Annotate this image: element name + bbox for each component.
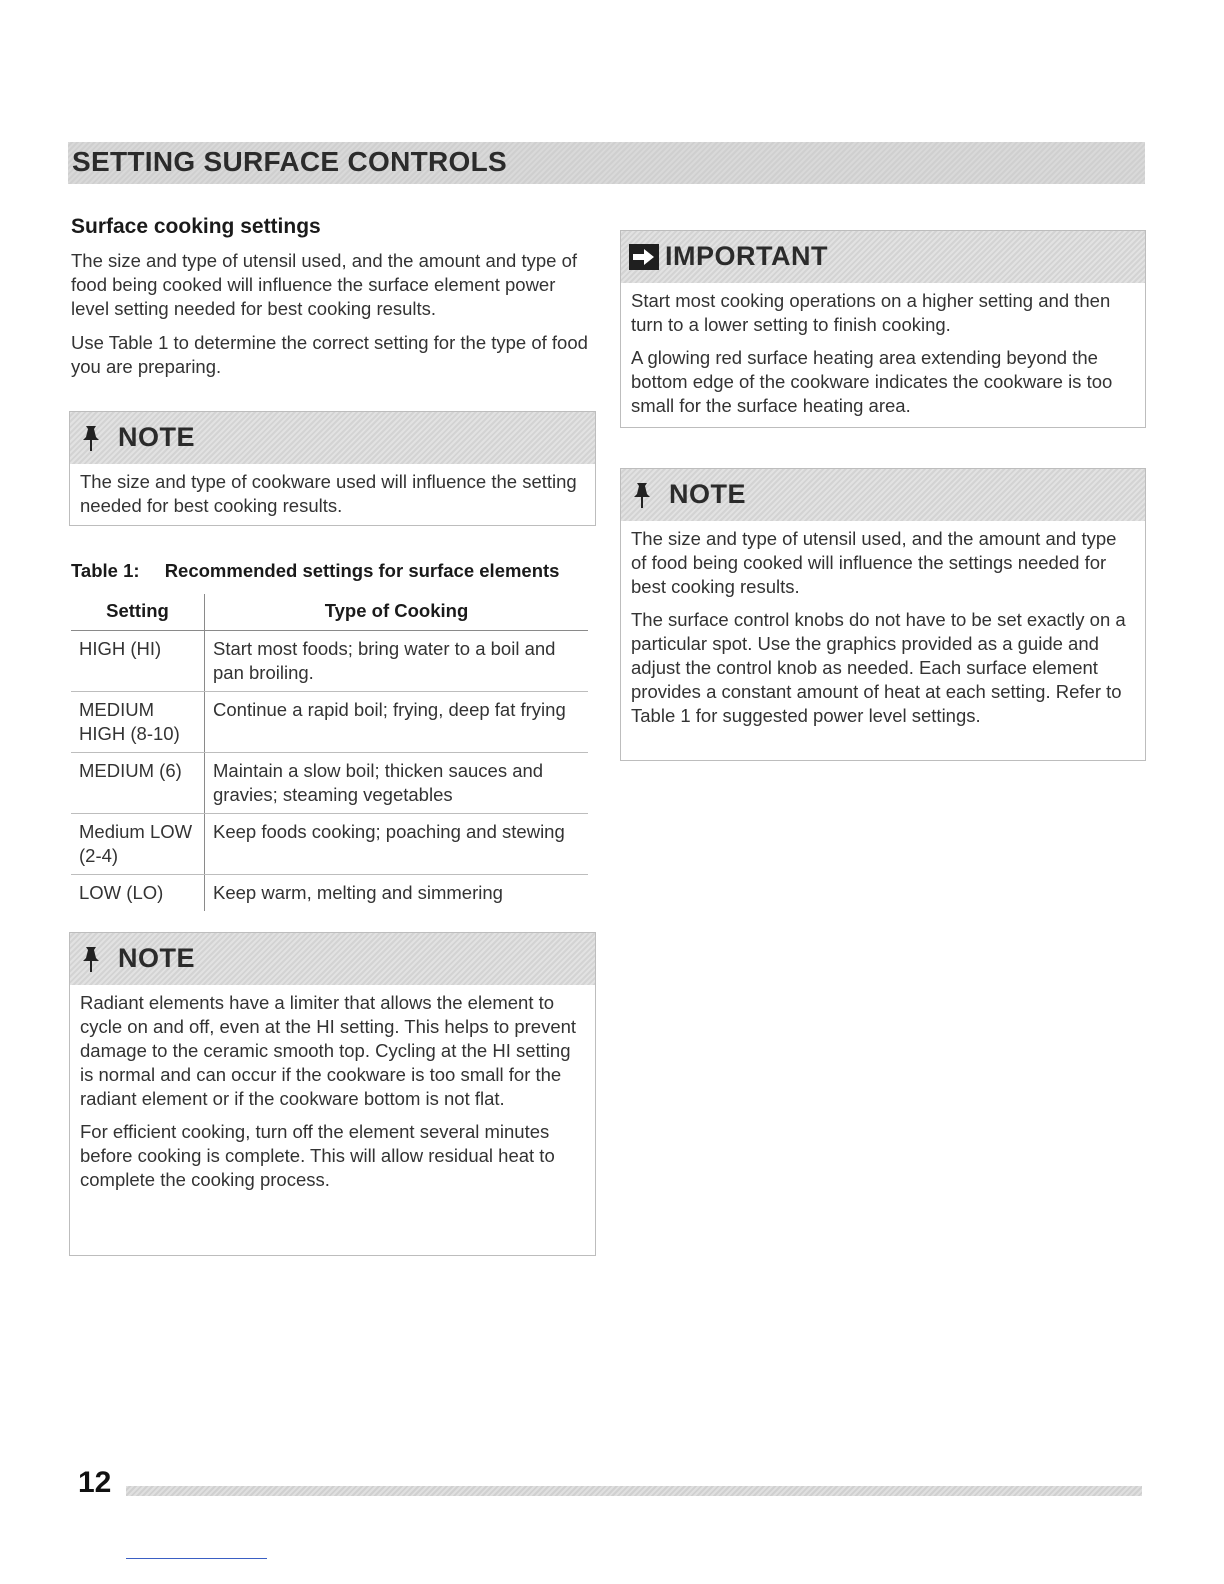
bottom-divider	[126, 1558, 267, 1559]
note-body	[70, 464, 595, 537]
setting-cell: MEDIUM (6)	[71, 753, 205, 814]
table-row	[71, 875, 588, 912]
page-title: SETTING SURFACE CONTROLS	[72, 146, 507, 177]
table-caption	[71, 560, 559, 582]
section-header-bar	[68, 142, 1145, 184]
note-label: NOTE	[118, 422, 196, 452]
note-body	[621, 521, 1145, 747]
column-header-setting: Setting	[71, 594, 205, 631]
note-header	[621, 469, 1145, 521]
column-header-type-of-cooking: Type of Cooking	[205, 594, 589, 631]
page-number: 12	[78, 1466, 112, 1499]
setting-cell: LOW (LO)	[71, 875, 205, 912]
table-row	[71, 631, 588, 692]
table-row	[71, 692, 588, 753]
note-header	[70, 412, 595, 464]
important-body	[621, 283, 1145, 437]
note-callout-control-knobs	[620, 468, 1146, 761]
setting-cell: HIGH (HI)	[71, 631, 205, 692]
note-header	[70, 933, 595, 985]
table-caption-title: Recommended settings for surface elements	[164, 560, 560, 581]
note-label: NOTE	[669, 479, 747, 509]
arrow-right-icon	[629, 244, 659, 270]
table-caption-number: Table 1:	[71, 560, 140, 581]
section-heading: Surface cooking settings	[71, 215, 321, 238]
intro-paragraph-2: Use Table 1 to determine the correct setting for the type of food you are preparing.	[71, 332, 588, 377]
important-paragraph-2: A glowing red surface heating area extending beyond the bottom edge of the cookware indicates the cookware is too small for the surface heating area.	[631, 347, 1113, 416]
note-paragraph-1: The size and type of utensil used, and the amount and type of food being cooked will influence the settings needed for best cooking results.	[631, 528, 1117, 597]
important-paragraph-1: Start most cooking operations on a higher setting and then turn to a lower setting to finish cooking.	[631, 290, 1111, 335]
cooking-cell: Keep foods cooking; poaching and stewing	[205, 814, 589, 875]
pushpin-icon	[631, 481, 653, 509]
note-callout-radiant-elements	[69, 932, 596, 1256]
table-header-row	[71, 594, 588, 631]
table-row	[71, 814, 588, 875]
setting-cell: Medium LOW (2-4)	[71, 814, 205, 875]
important-header	[621, 231, 1145, 283]
intro-section	[71, 215, 591, 389]
intro-paragraph-1: The size and type of utensil used, and the amount and type of food being cooked will influence the surface element power level setting needed for best cooking results.	[71, 250, 578, 319]
note-body	[70, 985, 595, 1211]
setting-cell: MEDIUM HIGH (8-10)	[71, 692, 205, 753]
note-paragraph-2: For efficient cooking, turn off the element several minutes before cooking is complete. This will allow residual heat to complete the cooking process.	[80, 1121, 555, 1190]
note-text: The size and type of cookware used will influence the setting needed for best cooking results.	[80, 471, 577, 516]
note-callout-cookware	[69, 411, 596, 526]
pushpin-icon	[80, 945, 102, 973]
note-label: NOTE	[118, 943, 196, 973]
table-row	[71, 753, 588, 814]
note-paragraph-2: The surface control knobs do not have to be set exactly on a particular spot. Use the graphics provided as a guide and adjust the control knob as needed. Each surface element provides a constant amount of heat at each setting. Refer to Table 1 for suggested power level settings.	[631, 609, 1126, 726]
cooking-cell: Continue a rapid boil; frying, deep fat frying	[205, 692, 589, 753]
cooking-cell: Keep warm, melting and simmering	[213, 882, 503, 903]
pushpin-icon	[80, 424, 102, 452]
cooking-cell: Maintain a slow boil; thicken sauces and gravies; steaming vegetables	[205, 753, 589, 814]
footer-rule	[126, 1486, 1142, 1496]
important-callout	[620, 230, 1146, 428]
note-paragraph-1: Radiant elements have a limiter that allows the element to cycle on and off, even at the HI setting. This helps to prevent damage to the ceramic smooth top. Cycling at the HI setting is normal and can occur if the cookware is too small for the radiant element or if the cookware bottom is not flat.	[80, 992, 577, 1109]
important-label: IMPORTANT	[665, 241, 828, 271]
cooking-cell: Start most foods; bring water to a boil and pan broiling.	[205, 631, 589, 692]
settings-table	[71, 594, 588, 911]
